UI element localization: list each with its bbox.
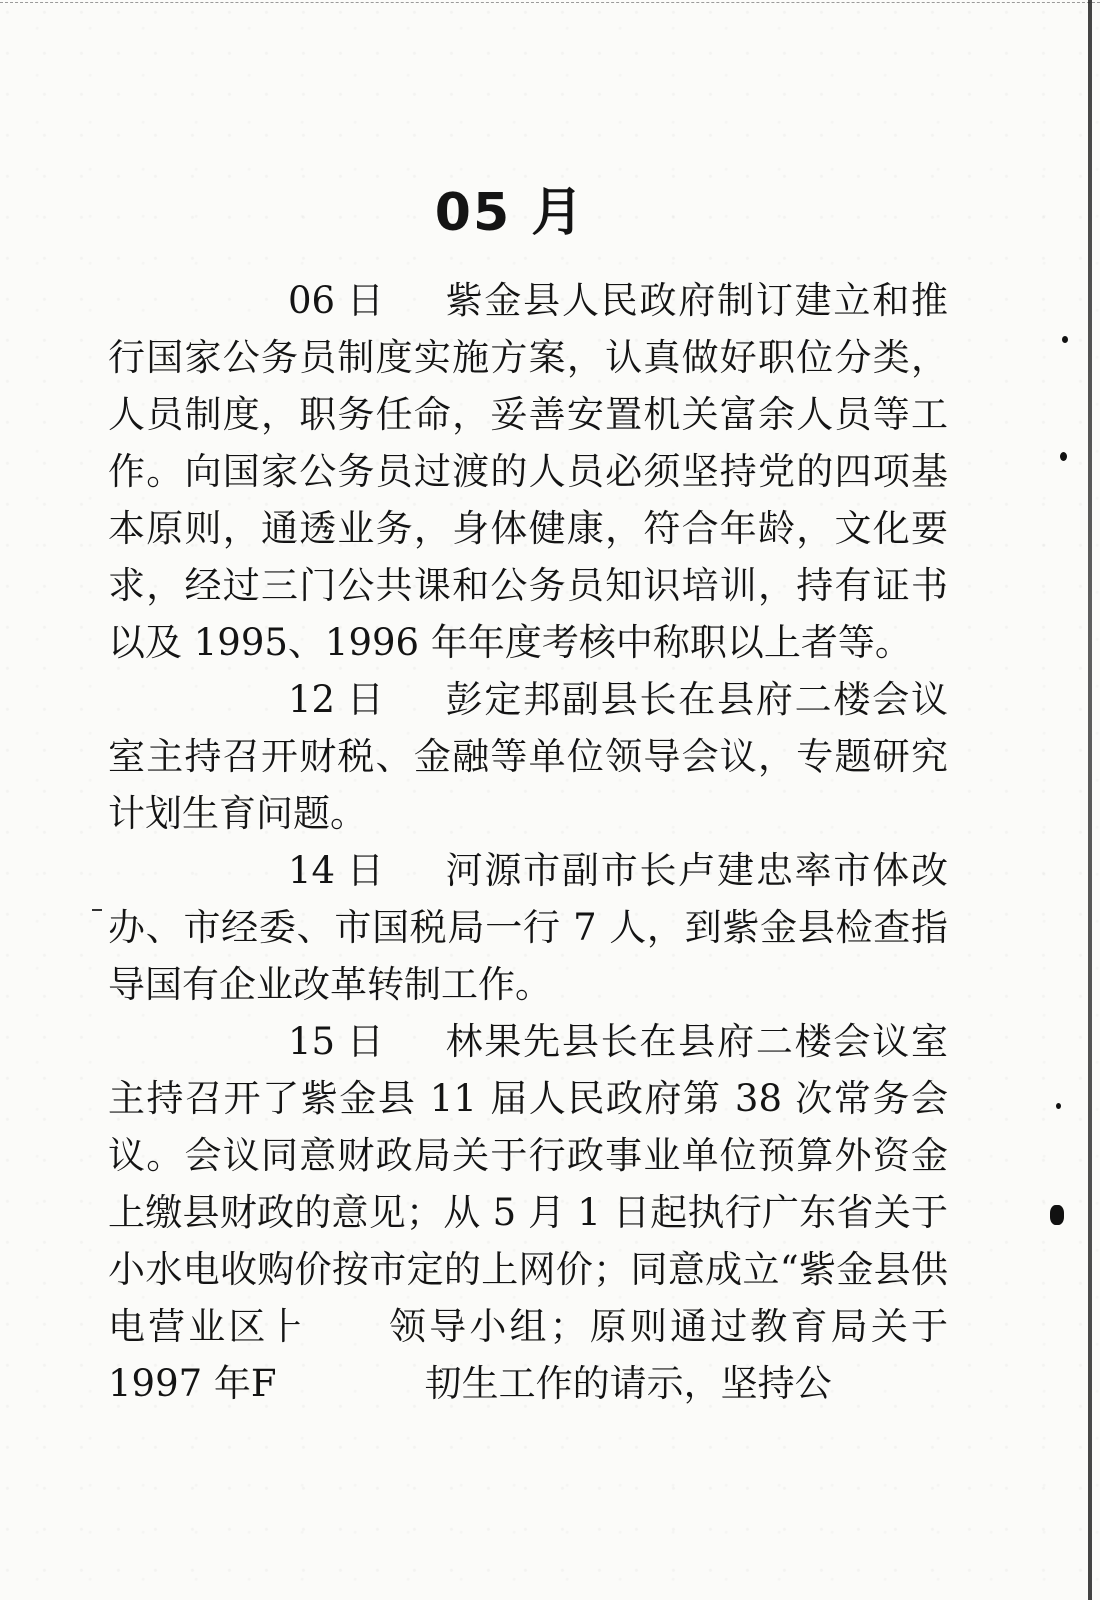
entry-14 — [108, 842, 948, 1013]
entry-15 — [108, 1013, 948, 1412]
entry-text: 林果先县长在县府二楼会议室主持召开了紫金县 11 届人民政府第 38 次常务会议。会议同意财政局关于行政事业单位预算外资金上缴县财政的意见；从 5 月 1 日起执行广东省关于小水电收购价按市定的上网价；同意成立“紫金县供电营业区⺊ 领导小组；原则通过教育局关于 1997 年F 㓞生工作的请示，坚持公 — [108, 1020, 948, 1405]
entry-date: 15 日 — [288, 1020, 384, 1063]
page-title: 05 月 — [434, 182, 586, 243]
entry-text: 紫金县人民政府制订建立和推行国家公务员制度实施方案，认真做好职位分类，人员制度，职务任命，妥善安置机关富余人员等工作。向国家公务员过渡的人员必须坚持党的四项基本原则，通透业务，身体健康，符合年龄，文化要求，经过三门公共课和公务员知识培训，持有证书以及 1995、1996 年年度考核中称职以上者等。 — [108, 279, 948, 664]
scan-speck — [1056, 1103, 1061, 1109]
entry-12 — [108, 671, 948, 842]
page-top-edge — [0, 2, 1100, 3]
scan-speck — [1062, 336, 1068, 343]
entry-date: 06 日 — [288, 279, 384, 322]
entry-date: 14 日 — [288, 849, 384, 892]
scan-speck — [1050, 1205, 1064, 1225]
entry-text: 彭定邦副县长在县府二楼会议室主持召开财税、金融等单位领导会议，专题研究计划生育问题。 — [108, 678, 948, 835]
document-body — [108, 272, 948, 1412]
scan-speck — [1060, 452, 1067, 461]
scan-mark — [92, 909, 102, 911]
entry-text: 河源市副市长卢建忠率市体改办、市经委、市国税局一行 7 人，到紫金县检查指导国有企业改革转制工作。 — [108, 849, 948, 1006]
entry-06 — [108, 272, 948, 671]
page-binding-edge — [1088, 0, 1092, 1600]
entry-date: 12 日 — [288, 678, 384, 721]
